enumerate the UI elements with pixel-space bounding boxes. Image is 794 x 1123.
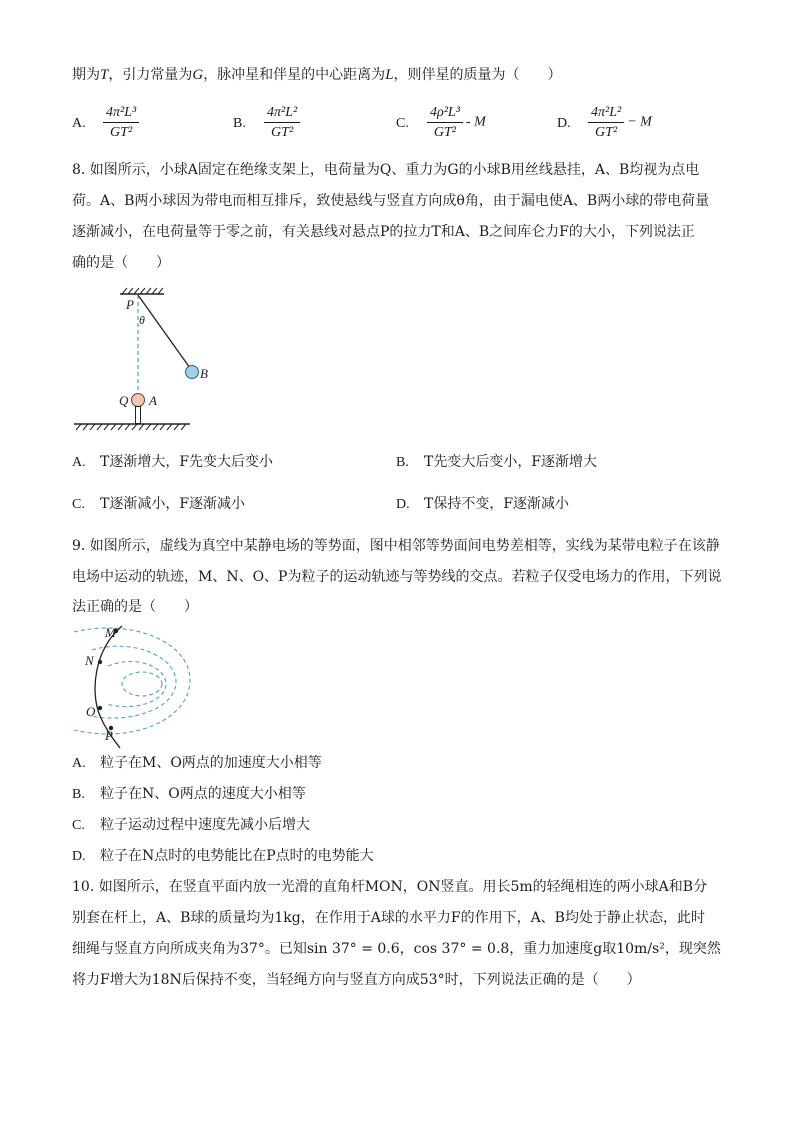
q9-stem-line-2: 电场中运动的轨迹，M、N、O、P为粒子的运动轨迹与等势线的交点。若粒子仅受电场力的作用，下列说 <box>72 569 722 585</box>
q8-option-b <box>396 452 597 473</box>
q7-option-d-fraction <box>588 104 624 141</box>
q7-option-a <box>72 104 142 141</box>
q7-text-b: ，引力常量为 <box>108 67 193 83</box>
q8-stem-line-2: 荷。A、B两小球因为带电而相互排斥，致使悬线与竖直方向成θ角，由于漏电使A、B两小球的带电荷量 <box>72 193 710 209</box>
q9-option-b-text: 粒子在N、O两点的速度大小相等 <box>100 786 306 802</box>
q9-stem-line-1: 9. 如图所示，虚线为真空中某静电场的等势面，图中相邻等势面间电势差相等，实线为某带电粒子在该静 <box>72 538 720 554</box>
q8-stem-line-4: 确的是（ ） <box>72 255 170 271</box>
label-p: P <box>126 297 134 312</box>
equipotential-inner <box>122 672 162 696</box>
q8-option-d <box>396 494 569 515</box>
q7-option-c-label: C. <box>396 115 409 131</box>
label-m: M <box>105 625 116 640</box>
q7-option-c-fraction <box>427 104 463 141</box>
q9-option-b-label: B. <box>72 787 85 802</box>
ground-hatch <box>76 424 186 430</box>
q7-option-b-label: B. <box>233 115 246 131</box>
q7-text-a: 期为 <box>72 67 100 83</box>
q7-var-L: L <box>385 67 394 83</box>
q9-option-c-label: C. <box>72 818 85 833</box>
q10-stem-line-2: 别套在杆上，A、B球的质量均为1kg，在作用于A球的水平力F的作用下，A、B均处于静止状态，此时 <box>72 910 705 926</box>
point-n <box>98 660 102 664</box>
q7-option-d-tail: − M <box>627 114 652 130</box>
q7-option-c-num: 4ρ²L³ <box>427 104 463 123</box>
label-p: P <box>105 728 113 743</box>
q9-option-a <box>72 753 322 774</box>
label-n: N <box>85 653 94 668</box>
label-o: O <box>86 704 96 719</box>
q8-stem-line-1: 8. 如图所示，小球A固定在绝缘支架上，电荷量为Q、重力为G的小球B用丝线悬挂，A、B均视为点电 <box>72 162 700 178</box>
q10-stem-line-3: 细绳与竖直方向所成夹角为37°。已知sin 37° = 0.6，cos 37° = 0.8，重力加速度g取10m/s²，现突然 <box>72 941 721 957</box>
ball-b <box>186 366 199 379</box>
q7-text-c: ，脉冲星和伴星的中心距离为 <box>203 67 386 83</box>
q8-option-d-text: T保持不变，F逐渐减小 <box>424 496 570 512</box>
label-q: Q <box>119 393 129 408</box>
pendulum-string <box>138 295 190 368</box>
q9-option-c-text: 粒子运动过程中速度先减小后增大 <box>100 817 310 833</box>
q8-option-c <box>72 494 245 515</box>
q8-option-a <box>72 452 273 473</box>
q9-stem-line-3: 法正确的是（ ） <box>72 599 198 615</box>
point-o <box>98 706 102 710</box>
q9-option-a-text: 粒子在M、O两点的加速度大小相等 <box>100 755 322 771</box>
q7-option-a-num: 4π²L³ <box>103 104 139 123</box>
equipotential-third <box>106 661 166 706</box>
label-theta: θ <box>139 313 145 327</box>
q7-option-d <box>557 104 652 141</box>
q8-option-a-text: T逐渐增大，F先变大后变小 <box>100 454 274 470</box>
q7-option-b-num: 4π²L² <box>264 104 300 123</box>
q9-option-a-label: A. <box>72 756 86 771</box>
q7-option-a-fraction <box>103 104 139 141</box>
q8-option-b-label: B. <box>396 455 409 470</box>
q8-stem-line-3: 逐渐减小，在电荷量等于零之前，有关悬线对悬点P的拉力T和A、B之间库仑力F的大小，下列说法正 <box>72 224 695 240</box>
q7-option-d-label: D. <box>557 115 571 131</box>
q10-stem-line-4: 将力F增大为18N后保持不变，当轻绳方向与竖直方向成53°时，下列说法正确的是（ ） <box>72 972 641 988</box>
q9-option-d-label: D. <box>72 849 86 864</box>
q7-var-G: G <box>192 67 204 83</box>
ball-a <box>132 394 145 407</box>
label-b: B <box>200 366 208 381</box>
q7-option-b-fraction <box>264 104 300 141</box>
q7-stem-tail <box>72 65 732 85</box>
ceiling-hatch <box>122 288 163 294</box>
q8-option-a-label: A. <box>72 455 86 470</box>
q7-option-c <box>396 104 486 141</box>
q7-option-d-den: GT² <box>595 125 618 140</box>
q9-option-c <box>72 815 310 836</box>
q10-stem-line-1: 10. 如图所示，在竖直平面内放一光滑的直角杆MON，ON竖直。用长5m的轻绳相连的两小球A和B分 <box>72 879 708 895</box>
q7-option-a-label: A. <box>72 115 86 131</box>
q8-option-c-label: C. <box>72 497 85 512</box>
q7-option-b-den: GT² <box>271 125 294 140</box>
q7-var-T: T <box>100 67 109 83</box>
q9-option-d-text: 粒子在N点时的电势能比在P点时的电势能大 <box>100 848 374 864</box>
q8-option-c-text: T逐渐减小，F逐渐减小 <box>100 496 246 512</box>
q7-option-c-tail: - M <box>465 114 486 130</box>
q7-option-a-den: GT² <box>110 125 133 140</box>
q9-equipotential-figure <box>72 620 192 748</box>
q8-option-b-text: T先变大后变小，F逐渐增大 <box>424 454 598 470</box>
q7-option-d-num: 4π²L² <box>588 104 624 123</box>
q8-option-d-label: D. <box>396 497 410 512</box>
insulating-stand <box>136 407 141 424</box>
q8-pendulum-figure <box>72 288 208 438</box>
q7-text-d: ，则伴星的质量为（ ） <box>393 67 562 83</box>
q7-option-b <box>233 104 303 141</box>
label-a: A <box>149 393 157 408</box>
q9-option-d <box>72 846 374 867</box>
q9-option-b <box>72 784 306 805</box>
q7-option-c-den: GT² <box>433 125 456 140</box>
equipotential-second <box>90 646 176 718</box>
